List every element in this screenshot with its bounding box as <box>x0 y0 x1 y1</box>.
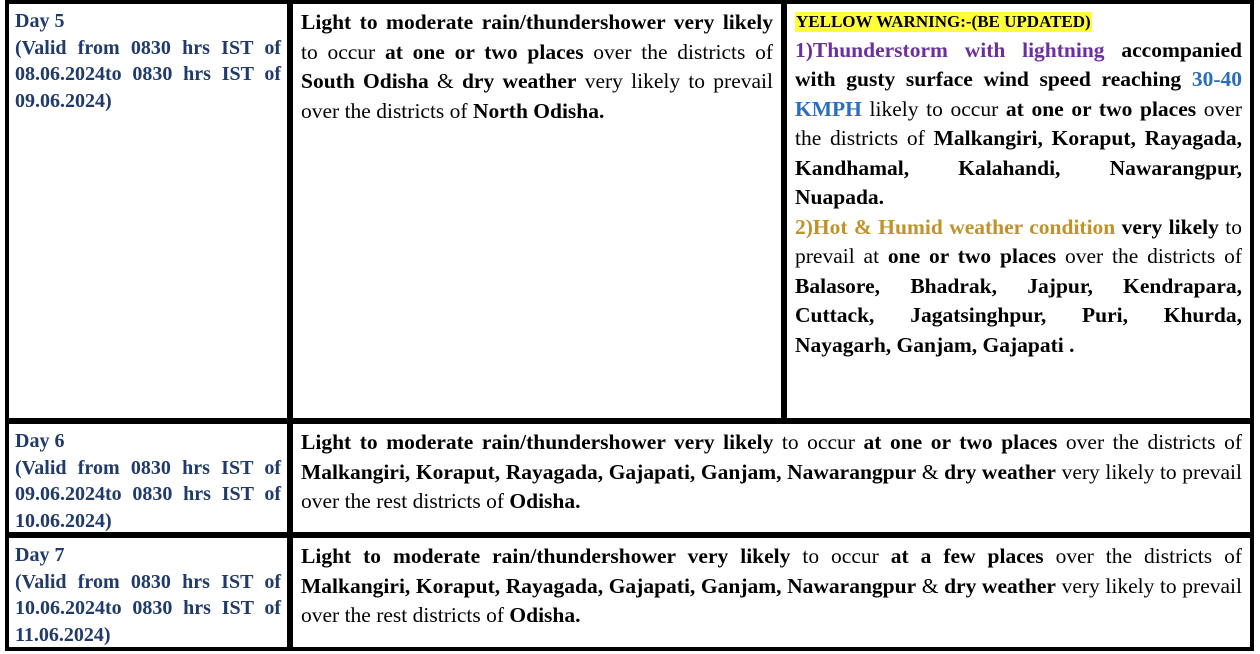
text-segment: at one or two places <box>863 430 1058 454</box>
table-row-day7 <box>7 536 1254 651</box>
day-cell <box>7 2 291 422</box>
warning-point-2 <box>795 213 1242 361</box>
text-segment: over the districts of <box>795 96 1242 150</box>
forecast-cell <box>291 422 1254 536</box>
text-segment: very likely to prevail over the districts of <box>301 69 773 123</box>
forecast-table <box>5 0 1254 651</box>
text-segment: Odisha. <box>509 603 581 627</box>
table-row-day6 <box>7 422 1254 536</box>
text-segment: very likely to prevail over the rest districts of <box>301 573 1242 627</box>
day-label: Day 7 <box>15 544 65 566</box>
validity-text: (Valid from 0830 hrs IST of 10.06.2024to 0830 hrs IST of 11.06.2024) <box>15 570 281 646</box>
forecast-text <box>301 542 1242 631</box>
text-segment: Light to moderate rain/thundershower very likely <box>301 544 791 568</box>
forecast-text <box>301 428 1242 517</box>
text-segment: dry weather <box>461 69 577 93</box>
text-segment: South Odisha <box>301 69 429 93</box>
forecast-cell <box>291 2 785 422</box>
text-segment: accompanied with gusty surface wind speed reaching <box>795 37 1242 91</box>
text-segment: & <box>916 573 945 598</box>
text-segment: likely to occur <box>861 96 1006 121</box>
text-segment: & <box>916 459 945 484</box>
text-segment: to prevail at <box>795 214 1242 268</box>
warning-cell <box>785 2 1254 422</box>
text-segment: very likely <box>1115 214 1219 239</box>
forecast-cell <box>291 536 1254 651</box>
forecast-table-container <box>5 0 1254 651</box>
text-segment: 30-40 KMPH <box>795 67 1242 121</box>
text-segment: over the districts of <box>1057 430 1243 454</box>
text-segment: Balasore, Bhadrak, Jajpur, Kendrapara, Cuttack, Jagatsinghpur, Puri, Khurda, Nayagarh, Ganjam, Gajapati . <box>795 273 1242 357</box>
text-segment: to occur <box>773 430 864 454</box>
warning-point-1 <box>795 36 1242 213</box>
text-segment: 2)Hot & Humid weather condition <box>795 214 1116 239</box>
text-segment: dry weather <box>944 459 1056 484</box>
day-label: Day 6 <box>15 430 65 452</box>
yellow-warning-header: YELLOW WARNING:-(BE UPDATED) <box>796 12 1091 31</box>
text-segment: at one or two places <box>1005 96 1197 121</box>
text-segment: over the districts of <box>1043 544 1242 568</box>
text-segment: at a few places <box>890 544 1044 568</box>
text-segment: Odisha. <box>509 489 581 513</box>
text-segment: Malkangiri, Koraput, Rayagada, Gajapati, Ganjam, Nawarangpur <box>301 459 917 484</box>
text-segment: to occur <box>301 39 385 64</box>
text-segment: Light to moderate rain/thundershower very likely <box>301 10 773 34</box>
forecast-text <box>301 8 773 126</box>
text-segment: Malkangiri, Koraput, Rayagada, Gajapati, Ganjam, Nawarangpur <box>301 573 917 598</box>
text-segment: dry weather <box>944 573 1056 598</box>
text-segment: at one or two places <box>384 39 584 64</box>
text-segment: Light to moderate rain/thundershower very likely <box>301 430 774 454</box>
validity-text: (Valid from 0830 hrs IST of 08.06.2024to 0830 hrs IST of 09.06.2024) <box>15 36 281 112</box>
text-segment: very likely to prevail over the rest districts of <box>301 459 1242 513</box>
day-cell <box>7 536 291 651</box>
text-segment: one or two places <box>887 244 1057 268</box>
text-segment: 1)Thunderstorm with lightning <box>795 37 1105 62</box>
day-label: Day 5 <box>15 10 65 32</box>
text-segment: Malkangiri, Koraput, Rayagada, Kandhamal, Kalahandi, Nawarangpur, Nuapada. <box>795 126 1242 209</box>
text-segment: & <box>428 69 462 93</box>
validity-text: (Valid from 0830 hrs IST of 09.06.2024to 0830 hrs IST of 10.06.2024) <box>15 456 281 532</box>
text-segment: over the districts of <box>1056 244 1242 268</box>
text-segment: North Odisha. <box>472 98 605 123</box>
text-segment: to occur <box>790 544 891 568</box>
text-segment: over the districts of <box>583 39 773 64</box>
day-cell <box>7 422 291 536</box>
table-row-day5 <box>7 2 1254 422</box>
